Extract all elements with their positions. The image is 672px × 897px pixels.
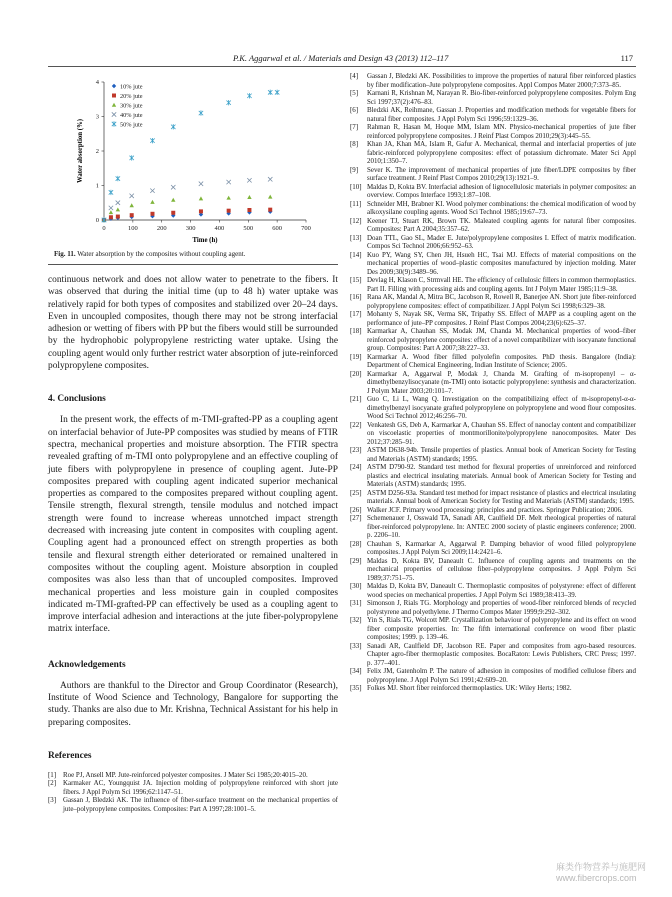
- reference-text: Rana AK, Mandal A, Mitra BC, Jacobson R, Rowell R, Banerjee AN. Short jute fiber-reinforced polypropylene composites: effect of compatibilizer. J Appl Polym Sci 1998;6:329–38.: [367, 293, 636, 310]
- data-point: [199, 110, 203, 115]
- reference-item: [350, 89, 636, 106]
- reference-text: Chauhan S, Karmarkar A, Aggarwal P. Damping behavior of wood filled polypropylene composites. J Appl Polym Sci 2009;114:2421–6.: [367, 539, 636, 556]
- reference-text: Kuo PY, Wang SY, Chen JH, Hsueh HC, Tsai MJ. Effects of material compositions on the mechanical properties of wood–plastic composites manufactured by injection molding. Mater Des 2009;30(9):3489–96.: [367, 250, 636, 276]
- reference-number: [15]: [350, 276, 362, 284]
- reference-number: [12]: [350, 216, 362, 225]
- reference-number: [9]: [350, 165, 359, 174]
- body-paragraph: continuous network and does not allow water to penetrate to the fibers. It was observed that during the initial time (up to 48 h) water uptake was relatively rapid for both types of composites and stabilized over 20–24 days. Even in uncoupled composites, though there may not be strong interfacial adhesion or wetting of fibers with PP but the fibers would still be surrounded by the hydrophobic polypropylene restricting water uptake. Using the coupling agent would only further restrict water absorption of jute-reinforced polypropylene composites.: [48, 275, 338, 372]
- reference-number: [32]: [350, 616, 362, 624]
- figure-caption: [54, 250, 338, 258]
- reference-item: [350, 582, 636, 599]
- legend-label: 30% jute: [120, 102, 143, 110]
- data-point: [247, 178, 251, 182]
- references-list-left: [48, 771, 338, 814]
- data-point: [247, 93, 251, 98]
- reference-text: Bledzki AK, Reihmane, Gassan J. Properties and modification methods for vegetable fibers for natural fiber composites. J Appl Polym Sci 1996;59:1329–36.: [367, 106, 636, 123]
- reference-item: [48, 796, 338, 813]
- reference-text: Mohanty S, Nayak SK, Verma SK, Tripathy SS. Effect of MAPP as a coupling agent on the performance of jute–PP composites. J Reinf Plast Compos 2004;23(6):625–37.: [367, 310, 636, 327]
- y-tick-label: 2: [95, 148, 99, 156]
- reference-number: [4]: [350, 72, 359, 80]
- reference-number: [1]: [48, 770, 57, 779]
- y-tick-label: 1: [95, 182, 99, 190]
- reference-text: Karmarkar A, Chauhan SS, Modak JM, Chanda M. Mechanical properties of wood–fiber reinforced polypropylene composites: effect of a novel compatibilizer with isocyanate functional group. Composites: Part A 2007;38:227–33.: [367, 327, 636, 352]
- reference-text: Felix JM, Gatenholm P. The nature of adhesion in composites of modified cellulose fibers and polypropylene. J Appl Polym Sci 1991;42:609–20.: [367, 667, 636, 684]
- reference-text: Karmarkar A. Wood fiber filled polyolefin composites. PhD thesis. Bangalore (India): Department of Chemical Engineering, Indian Institute of Science; 2005.: [367, 352, 636, 369]
- reference-item: [350, 446, 636, 463]
- left-column: [48, 70, 338, 813]
- watermark-line: www.fibercrops.com: [555, 873, 637, 883]
- reference-number: [22]: [350, 420, 362, 429]
- reference-item: [350, 200, 636, 217]
- figure-caption-label: Fig. 11.: [54, 250, 76, 258]
- reference-item: [350, 217, 636, 234]
- reference-item: [350, 616, 636, 642]
- legend-label: 10% jute: [120, 83, 143, 91]
- reference-number: [2]: [48, 779, 57, 788]
- data-point: [268, 208, 272, 212]
- data-point: [150, 138, 154, 143]
- reference-item: [350, 642, 636, 668]
- reference-text: Maldas D, Kokta BV. Interfacial adhesion of lignocellulosic materials in polymer composites: an overview. Compos Interface 1993;1:87–108.: [367, 182, 636, 199]
- reference-item: [350, 540, 636, 557]
- right-column: [350, 72, 636, 693]
- reference-number: [31]: [350, 599, 362, 607]
- data-point: [112, 103, 116, 107]
- y-tick-label: 0: [95, 217, 99, 225]
- data-point: [171, 124, 175, 129]
- reference-text: Gassan J, Bledzki AK. Possibilities to improve the properties of natural fiber reinforced plastics by fiber modification–Jute polypropylene composites. Appl Compos Mater 2000;7:373–85.: [367, 72, 636, 89]
- reference-text: Maldas D, Kokta BV, Daneault C. Influence of coupling agents and treatments on the mechanical properties of cellulose fiber–polypropylene composites. J Appl Polym Sci 1989;37:751–75.: [367, 556, 636, 582]
- y-tick-label: 4: [95, 79, 99, 87]
- data-point: [150, 212, 154, 216]
- data-point: [199, 196, 203, 200]
- reference-number: [11]: [350, 199, 362, 208]
- figure-caption-text: Water absorption by the composites without coupling agent.: [75, 250, 246, 258]
- data-point: [109, 206, 113, 210]
- reference-item: [350, 72, 636, 89]
- reference-number: [6]: [350, 106, 359, 114]
- data-point: [227, 209, 231, 213]
- data-point: [116, 215, 120, 219]
- reference-text: Schemenauer J, Osswald TA, Sanadi AR, Caulfield DF. Melt rheological properties of natural fiber-reinforced polypropylene. In: ANTEC 2000 society of plastic engineers conference; 2000. p. 2206–10.: [367, 514, 636, 539]
- reference-text: ASTM D638-94b. Tensile properties of plastics. Annual book of American Society for Testing and Materials (ASTM) standards; 1995.: [367, 446, 636, 463]
- data-point: [226, 196, 230, 200]
- data-point: [199, 209, 203, 213]
- reference-number: [7]: [350, 123, 359, 131]
- data-point: [116, 207, 120, 211]
- reference-number: [17]: [350, 310, 362, 318]
- data-point: [171, 211, 175, 215]
- data-point: [112, 121, 116, 126]
- reference-text: Maldas D, Kokta BV, Daneault C. Thermoplastic composites of polystyrene: effect of different wood species on mechanical properties. J Appl Polym Sci 1989;38:413–39.: [367, 582, 636, 599]
- reference-text: Rahman R, Hasan M, Hoque MM, Islam MN. Physico-mechanical properties of jute fiber reinforced polypropylene composites. J Reinf Plast Compos 2010;29(3):445–55.: [367, 123, 636, 140]
- reference-text: Folkes MJ. Short fiber reinforced thermoplastics. UK: Wiley Herts; 1982.: [367, 684, 572, 692]
- reference-text: Roe PJ, Ansell MP. Jute-reinforced polyester composites. J Mater Sci 1985;20:4015–20.: [63, 770, 308, 779]
- reference-item: [350, 489, 636, 506]
- reference-item: [350, 370, 636, 396]
- reference-item: [350, 557, 636, 583]
- reference-text: Venkatesh GS, Deb A, Karmarkar A, Chauhan SS. Effect of nanoclay content and compatibilizer on viscoelastic properties of montmorillonite/polypropylene nanocomposites. Mater Des 2012;37:285–91.: [367, 420, 636, 446]
- chart-legend: [112, 83, 143, 128]
- reference-text: Walker JCF. Primary wood processing: principles and practices. Springer Publication; 2006.: [367, 505, 623, 514]
- watermark: [556, 860, 646, 883]
- reference-text: ASTM D790-92. Standard test method for flexural properties of unreinforced and reinforced plastics and electrical insulating materials. Annual book of American Society for Testing and Materials (ASTM) standards; 1995.: [367, 463, 636, 488]
- data-point: [247, 195, 251, 199]
- data-point: [226, 100, 230, 105]
- figure-11: [48, 70, 338, 248]
- reference-number: [35]: [350, 684, 362, 692]
- reference-number: [8]: [350, 140, 359, 148]
- reference-text: Keener TJ, Stuart RK, Brown TK. Maleated coupling agents for natural fiber composites. Composites: Part A 2004;35:357–62.: [367, 216, 636, 233]
- x-tick-label: 600: [272, 225, 283, 232]
- x-tick-label: 0: [102, 225, 106, 232]
- reference-text: Karmarkar A, Aggarwal P, Modak J, Chanda M. Grafting of m-isopropenyl – α-dimethylbenzylisocyanate (m-TMI) onto isotactic polypropylene: synthesis and characterization. J Polym Mater 2003;20:101–7.: [367, 369, 636, 395]
- data-point: [275, 90, 279, 95]
- figure-rule: [48, 264, 338, 265]
- data-point: [116, 176, 120, 181]
- x-tick-label: 100: [127, 225, 138, 232]
- reference-number: [19]: [350, 352, 362, 361]
- references-list-right: [350, 72, 636, 693]
- reference-item: [350, 463, 636, 489]
- reference-item: [350, 353, 636, 370]
- reference-item: [350, 234, 636, 251]
- reference-item: [350, 106, 636, 123]
- reference-item: [350, 276, 636, 293]
- data-point: [268, 195, 272, 199]
- data-point: [268, 90, 272, 95]
- reference-item: [350, 251, 636, 277]
- reference-text: Guo C, Li L, Wang Q. Investigation on the compatibilizing effect of m-isopropenyl-α-α-dimethylbenzyl isocyanate grafted polypropylene on polypropylene and wood flour composites. Wood Sci Technol 2012;46:256–70.: [367, 395, 636, 420]
- reference-number: [16]: [350, 293, 362, 301]
- reference-text: Devlag H, Klason C, Strmvall HE. The efficiency of cellulosic fillers in common thermoplastics. Part II. Filling with processing aids and coupling agents. Int J Polym Mater 1985;11:9–38.: [367, 276, 636, 293]
- data-point: [171, 185, 175, 189]
- data-point: [112, 112, 116, 116]
- y-axis-label: Water absorption (%): [77, 118, 84, 184]
- reference-number: [30]: [350, 582, 362, 590]
- acknowledgements-text: Authors are thankful to the Director and Group Coordinator (Research), Institute of Wood Science and Technology, Bangalore for supporting the study. Thanks are also due to Mr. Krishna, Technical Assistant for his help in preparing composites.: [48, 680, 338, 728]
- reference-number: [27]: [350, 514, 362, 522]
- data-point: [247, 208, 251, 212]
- data-point: [109, 190, 113, 195]
- reference-item: [350, 667, 636, 684]
- watermark-line: 麻类作物营养与施肥网: [555, 862, 646, 872]
- data-point: [116, 201, 120, 205]
- reference-text: Khan JA, Khan MA, Islam R, Gafur A. Mechanical, thermal and interfacial properties of jute fabric-reinforced polypropylene composites: effect of potassium dichromate. Mater Sci Appl 2010;1:350–7.: [367, 140, 636, 165]
- conclusions-heading: 4. Conclusions: [48, 394, 106, 405]
- data-point: [109, 210, 113, 214]
- x-tick-label: 700: [301, 225, 311, 232]
- reference-number: [14]: [350, 250, 362, 259]
- legend-label: 40% jute: [120, 111, 143, 119]
- data-point: [150, 200, 154, 204]
- data-point: [199, 182, 203, 186]
- reference-number: [23]: [350, 446, 362, 454]
- x-tick-label: 400: [214, 225, 225, 232]
- data-point: [112, 94, 116, 98]
- reference-number: [10]: [350, 182, 362, 191]
- reference-number: [18]: [350, 327, 362, 335]
- page-number: 117: [620, 53, 633, 63]
- data-point: [130, 194, 134, 198]
- reference-item: [350, 183, 636, 200]
- header-rule: [48, 66, 636, 67]
- reference-text: Sever K. The improvement of mechanical properties of jute fiber/LDPE composites by fiber surface treatment. J Reinf Plast Compos 2010;29(13):1921–9.: [367, 165, 636, 182]
- reference-text: Karmaker AC, Youngquist JA. Injection molding of polypropylene reinforced with short jute fibers. J Appl Polym Sci 1996;62:1147–51.: [63, 779, 338, 796]
- reference-text: Schneider MH, Brabner KI. Wood polymer combinations: the chemical modification of wood by alkoxysilane coupling agents. Wood Sci Technol 1985;19:67–73.: [367, 199, 636, 216]
- data-point: [130, 203, 134, 207]
- journal-citation: P.K. Aggarwal et al. / Materials and Design 43 (2013) 112–117: [233, 53, 449, 63]
- data-point: [268, 177, 272, 181]
- reference-number: [28]: [350, 539, 362, 548]
- reference-text: Yin S, Rials TG, Wolcott MP. Crystallization behaviour of polypropylene and its effect on wood fiber composite properties. In: The fifth international conference on wood fiber plastic composites; 1999. p. 139–46.: [367, 616, 636, 641]
- reference-text: ASTM D256-93a. Standard test method for impact resistance of plastics and electrical insulating materials. Annual book of American Society for Testing and Materials (ASTM) standards; 1995.: [367, 488, 636, 505]
- data-point: [130, 213, 134, 217]
- x-tick-label: 500: [243, 225, 254, 232]
- data-point: [150, 188, 154, 192]
- reference-text: Sanadi AR, Caulfield DF, Jacobson RE. Paper and composites from agro-based resources. Chapter agro-fiber thermoplastic composites. BocaRaton: Lewis Publishers, CRC Press; 1997. p. 377–401.: [367, 641, 636, 667]
- reference-item: [48, 771, 338, 780]
- reference-item: [350, 123, 636, 140]
- reference-number: [26]: [350, 505, 362, 514]
- acknowledgements-heading: Acknowledgements: [48, 659, 126, 670]
- reference-item: [350, 310, 636, 327]
- reference-number: [20]: [350, 369, 362, 378]
- water-absorption-chart: [48, 70, 338, 248]
- legend-label: 20% jute: [120, 92, 143, 100]
- chart-points: [102, 90, 280, 223]
- legend-label: 50% jute: [120, 121, 143, 129]
- data-point: [112, 84, 116, 88]
- reference-number: [25]: [350, 488, 362, 497]
- reference-item: [350, 293, 636, 310]
- reference-text: Gassan J, Bledzki AK. The influence of fiber-surface treatment on the mechanical properties of jute–polypropylene composites. Composites: Part A 1997;28:1001–5.: [63, 796, 338, 813]
- reference-number: [24]: [350, 463, 362, 471]
- references-heading: References: [48, 750, 92, 761]
- reference-item: [350, 684, 636, 693]
- reference-number: [5]: [350, 89, 359, 97]
- reference-item: [350, 514, 636, 540]
- x-tick-label: 300: [185, 225, 196, 232]
- conclusions-text: In the present work, the effects of m-TMI-grafted-PP as a coupling agent on interfacial behavior of Jute-PP composites was studied by means of FTIR spectra, mechanical properties and moisture absorption. The FTIR spectra revealed grafting of m-TMI onto polypropylene and an effective coupling of jute fibers with polypropylene in presence of coupling agent. Jute-PP composites prepared with coupling agent indicated superior mechanical properties as compared to the composites prepared without coupling agent. Tensile strength, flexural strength, tensile modulus and notched impact strength were found to increase whereas unnotched impact strength decreased with increasing jute content in composites with coupling agent. Coupling agent had a pronounced effect on strength properties as both tensile and flexural strength either deteriorated or remained unaltered in composites without the coupling agent. Moisture absorption in coupled composites was also less than that of uncoupled composites. Improved mechanical properties and less moisture gain in coupled composites indicated m-TMI-grafted-PP can effectively be used as a coupling agent to improve interfacial adhesion and interactions at the jute fiber-polypropylene matrix interface.: [48, 415, 338, 635]
- reference-number: [29]: [350, 556, 362, 565]
- data-point: [109, 215, 113, 219]
- reference-item: [350, 140, 636, 166]
- reference-number: [3]: [48, 796, 57, 805]
- reference-number: [13]: [350, 233, 362, 242]
- data-point: [171, 198, 175, 202]
- data-point: [226, 180, 230, 184]
- reference-text: Simonson J, Rials TG. Morphology and properties of wood-fiber reinforced blends of recycled polystyrene and polyethylene. J Thermo Compos Mater 1999;9:292–302.: [367, 599, 636, 616]
- reference-item: [350, 166, 636, 183]
- reference-item: [350, 327, 636, 353]
- reference-item: [350, 421, 636, 447]
- data-point: [130, 155, 134, 160]
- x-tick-label: 200: [156, 225, 167, 232]
- reference-item: [48, 779, 338, 796]
- reference-item: [350, 599, 636, 616]
- reference-item: [350, 395, 636, 421]
- reference-item: [350, 506, 636, 515]
- reference-number: [21]: [350, 395, 362, 403]
- y-tick-label: 3: [95, 113, 99, 121]
- reference-number: [33]: [350, 641, 362, 650]
- reference-text: Doan TTL, Gao SL, Mader E. Jute/polypropylene composites I. Effect of matrix modification. Compos Sci Technol 2006;66:952–63.: [367, 233, 636, 250]
- x-axis-label: Time (h): [192, 237, 218, 244]
- reference-text: Karnani R, Krishnan M, Narayan R. Bio-fiber-reinforced polypropylene composites. Polym Eng Sci 1997;37(2):476–83.: [367, 89, 636, 106]
- reference-number: [34]: [350, 667, 362, 675]
